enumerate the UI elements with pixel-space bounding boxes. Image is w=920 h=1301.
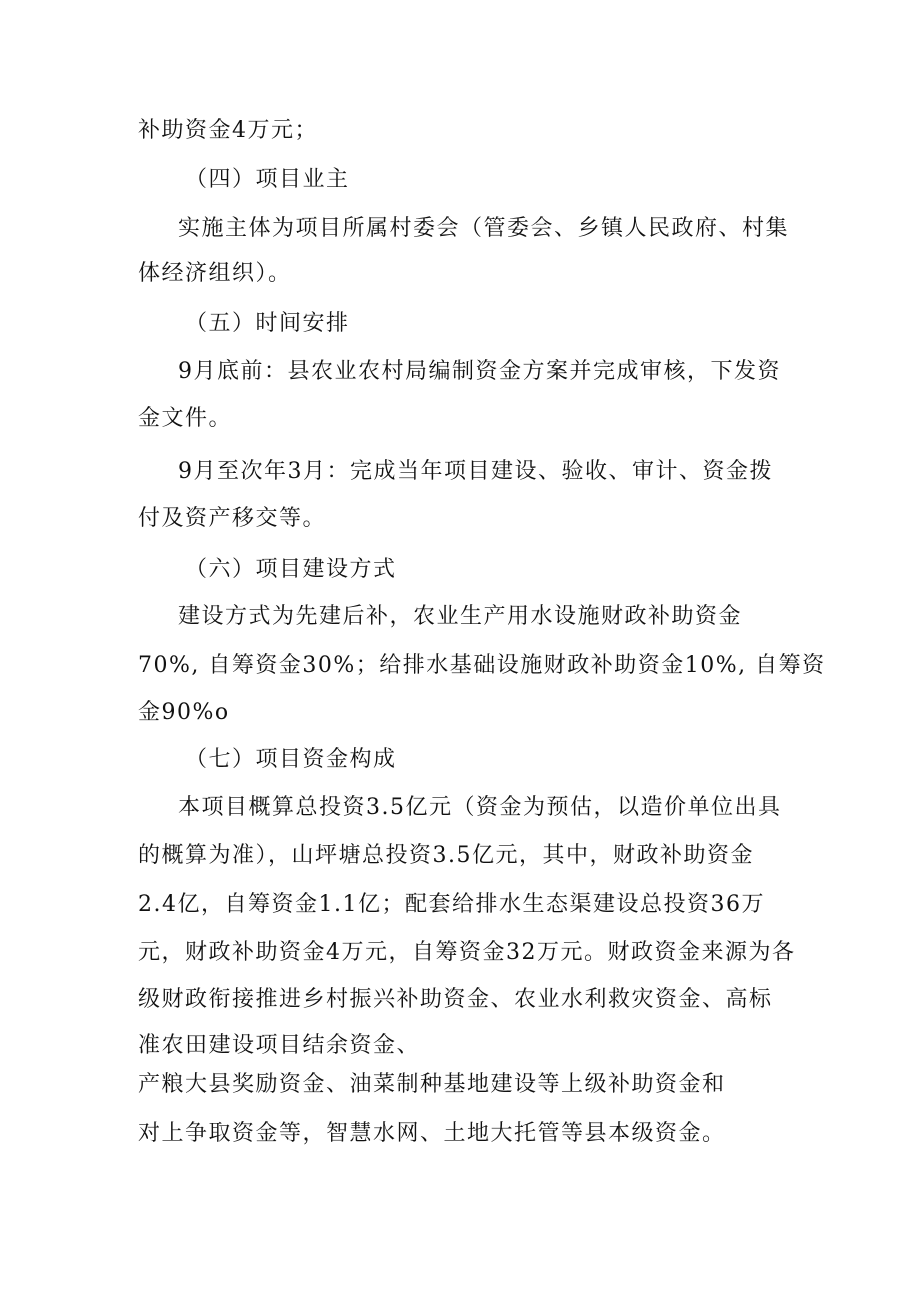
text-line-9: 付及资产移交等。 bbox=[138, 506, 327, 531]
text-line-20: 准农田建设项目结余资金、 bbox=[138, 1033, 421, 1058]
text-line-15: 本项目概算总投资3.5亿元（资金为预估，以造价单位出具 bbox=[178, 795, 782, 820]
section-heading-4: （四）项目业主 bbox=[185, 167, 350, 192]
section-heading-7: （七）项目资金构成 bbox=[185, 747, 397, 772]
text-line-17: 2.4亿，自筹资金1.1亿；配套给排水生态渠建设总投资36万 bbox=[138, 892, 765, 917]
text-line-22: 对上争取资金等，智慧水网、土地大托管等县本级资金。 bbox=[138, 1121, 726, 1146]
text-line-12: 70%, 自筹资金30%；给排水基础设施财政补助资金10%, 自筹资 bbox=[138, 653, 826, 678]
text-line-7: 金文件。 bbox=[138, 406, 233, 431]
text-line-4: 体经济组织）。 bbox=[138, 261, 292, 286]
text-line-21: 产粮大县奖励资金、油菜制种基地建设等上级补助资金和 bbox=[138, 1072, 726, 1097]
text-line-16: 的概算为准），山坪塘总投资3.5亿元，其中，财政补助资金 bbox=[138, 843, 754, 868]
section-heading-6: （六）项目建设方式 bbox=[185, 557, 397, 582]
text-line-19: 级财政衔接推进乡村振兴补助资金、农业水利救灾资金、高标 bbox=[138, 987, 773, 1012]
text-line-11: 建设方式为先建后补，农业生产用水设施财政补助资金 bbox=[178, 604, 743, 629]
text-line-1: 补助资金4万元； bbox=[138, 118, 318, 143]
text-line-3: 实施主体为项目所属村委会（管委会、乡镇人民政府、村集 bbox=[178, 216, 790, 241]
text-line-6: 9月底前：县农业农村局编制资金方案并完成审核，下发资 bbox=[178, 359, 781, 384]
text-line-18: 元，财政补助资金4万元，自筹资金32万元。财政资金来源为各 bbox=[138, 940, 796, 965]
section-heading-5: （五）时间安排 bbox=[185, 311, 350, 336]
text-line-8: 9月至次年3月：完成当年项目建设、验收、审计、资金拨 bbox=[178, 459, 773, 484]
text-line-13: 金90%o bbox=[138, 700, 230, 725]
